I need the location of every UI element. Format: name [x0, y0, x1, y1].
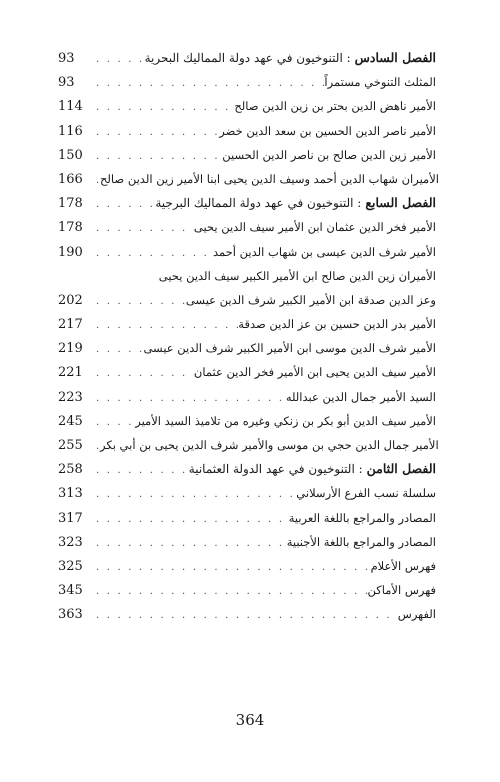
- toc-entry-text: الأمير بدر الدين حسين بن عز الدين صدقة: [238, 317, 436, 332]
- toc-page-number: 255: [58, 438, 83, 453]
- toc-entry-text: الأمير سيف الدين أبو بكر بن زنكي وغيره من تلاميذ السيد الأمير: [135, 413, 436, 428]
- toc-leader-dots: [92, 387, 286, 411]
- toc-entry-title: [324, 70, 436, 94]
- toc-leader-dots: [92, 242, 213, 266]
- toc-page-number: 190: [58, 244, 83, 260]
- toc-entry-row: [58, 433, 439, 457]
- toc-entry-title: [368, 578, 436, 602]
- toc-page-number: 217: [58, 317, 83, 333]
- toc-page-number: 178: [58, 196, 83, 212]
- toc-page-number: 178: [58, 220, 83, 236]
- toc-entry-title: [189, 457, 436, 481]
- toc-entry-row: [58, 336, 436, 360]
- toc-entry-title: [222, 143, 436, 167]
- toc-entry-text: : التنوخيون في عهد دولة المماليك البحرية: [144, 51, 351, 65]
- toc-entry-title: [213, 240, 436, 264]
- toc-page-number: 219: [58, 341, 83, 357]
- toc-entry-row: [58, 554, 436, 578]
- toc-page-number: 258: [58, 462, 83, 478]
- toc-leader-dots: [92, 532, 287, 556]
- toc-page-number: 166: [58, 171, 83, 187]
- toc-entry-row: [58, 602, 436, 626]
- toc-leader-dots: [92, 314, 238, 338]
- toc-entry-title: [238, 312, 436, 336]
- page-number: 364: [235, 711, 265, 729]
- toc-entry-title: [159, 264, 436, 288]
- toc-entry-title: [194, 360, 436, 384]
- toc-leader-dots: [92, 96, 234, 120]
- toc-entry-title: [289, 506, 436, 530]
- toc-page-number: 245: [58, 413, 83, 429]
- toc-entry-text: الأمير شرف الدين موسى ابن الأمير الكبير شرف الدين عيسى: [143, 341, 436, 356]
- toc-page-number: 93: [58, 51, 75, 66]
- toc-entry-text: الأمير ناصر الدين الحسين بن سعد الدين خضر: [219, 123, 436, 138]
- toc-entry-text: سلسلة نسب الفرع الأرسلاني: [296, 486, 436, 501]
- toc-leader-dots: [92, 193, 155, 217]
- toc-leader-dots: [92, 483, 296, 507]
- toc-chapter-heading: الفصل الثامن: [366, 461, 436, 477]
- toc-page-number: 221: [58, 365, 83, 381]
- toc-chapter-heading: الفصل السادس: [354, 50, 436, 65]
- toc-page-number: 116: [58, 123, 83, 139]
- toc-leader-dots: [92, 435, 100, 459]
- toc-page-number: 93: [58, 75, 75, 91]
- toc-leader-dots: [92, 48, 145, 72]
- toc-entry-text: فهرس الأعلام: [370, 558, 436, 573]
- toc-page-number: 150: [58, 147, 83, 163]
- toc-entry-text: وعز الدين صدقة ابن الأمير الكبير شرف الدين عيسى: [185, 292, 436, 307]
- toc-entry-text: السيد الأمير جمال الدين عبدالله: [285, 389, 436, 404]
- toc-entry-row: [58, 385, 436, 409]
- toc-leader-dots: [92, 556, 371, 580]
- toc-leader-dots: [92, 290, 186, 314]
- toc-chapter-heading: الفصل السابع: [365, 195, 436, 211]
- toc-leader-dots: [92, 508, 289, 532]
- toc-entry-text: : التنوخيون في عهد دولة المماليك البرجية: [155, 196, 362, 211]
- toc-entry-text: الأمير فخر الدين عثمان ابن الأمير سيف الدين يحيى: [193, 220, 436, 235]
- toc-entry-row: [58, 240, 436, 264]
- toc-entry-row: [58, 481, 436, 505]
- toc-page-number: 317: [58, 510, 83, 526]
- toc-entry-text: المثلث التنوخي مستمراً: [324, 75, 436, 90]
- toc-entry-row: [58, 530, 436, 554]
- toc-leader-dots: [92, 362, 194, 386]
- toc-leader-dots: [92, 580, 368, 604]
- toc-page-number: 223: [58, 389, 83, 405]
- toc-entry-text: الأميران شهاب الدين أحمد وسيف الدين يحيى ابنا الأمير زين الدين صالح: [100, 171, 439, 186]
- toc-entry-title: [100, 167, 439, 191]
- toc-leader-dots: [92, 145, 222, 169]
- toc-entry-title: [371, 554, 436, 578]
- toc-entry-row: [58, 409, 436, 433]
- toc-page-number: 202: [58, 292, 83, 308]
- toc-leader-dots: [92, 338, 143, 362]
- toc-entry-row: [58, 288, 436, 312]
- toc-entry-text: الأمير شرف الدين عيسى بن شهاب الدين أحمد: [213, 244, 436, 259]
- toc-entry-row: [58, 578, 436, 602]
- toc-entry-row: [58, 119, 436, 143]
- toc-page-number: 114: [58, 99, 83, 115]
- toc-entry-title: [100, 433, 439, 457]
- toc-entry-row: [58, 360, 436, 384]
- toc-entry-row: [58, 70, 436, 94]
- toc-entry-row: [58, 312, 436, 336]
- toc-entry-title: [234, 94, 436, 118]
- toc-entry-title: [155, 191, 436, 215]
- toc-leader-dots: [92, 411, 135, 435]
- toc-entry-text: الأمير زين الدين صالح بن ناصر الدين الحسين: [222, 147, 436, 162]
- toc-entry-text: الأمير ناهض الدين بحتر بن زين الدين صالح: [234, 99, 436, 114]
- toc-entry-title: [286, 385, 436, 409]
- toc-entry-title: [145, 46, 436, 70]
- toc-page-number: 313: [58, 486, 83, 502]
- toc-chapter-row: [58, 457, 436, 481]
- toc-entry-row: [58, 264, 436, 288]
- toc-page-number: 325: [58, 558, 83, 574]
- toc-chapter-row: [58, 191, 436, 215]
- toc-leader-dots: [92, 169, 100, 193]
- toc-entry-row: [58, 167, 439, 191]
- toc-entry-text: فهرس الأماكن: [367, 583, 436, 598]
- toc-page-number: 323: [58, 534, 83, 550]
- toc-entry-title: [186, 288, 436, 312]
- toc-page-number: 345: [58, 583, 83, 599]
- toc-entry-row: [58, 506, 436, 530]
- toc-leader-dots: [92, 72, 324, 96]
- toc-entry-text: الفهرس: [397, 607, 436, 622]
- toc-entry-title: [135, 409, 436, 433]
- toc-entry-row: [58, 94, 436, 118]
- toc-entry-title: [194, 215, 436, 239]
- table-of-contents: [58, 46, 439, 627]
- toc-entry-text: المصادر والمراجع باللغة الأجنبية: [286, 534, 436, 549]
- toc-entry-text: الأمير سيف الدين يحيى ابن الأمير فخر الدين عثمان: [193, 365, 436, 380]
- toc-entry-row: [58, 143, 436, 167]
- toc-entry-title: [143, 336, 436, 360]
- toc-entry-title: [219, 119, 436, 143]
- toc-leader-dots: [92, 217, 194, 241]
- toc-entry-text: الأمير جمال الدين حجي بن موسى والأمير شرف الدين يحيى بن أبي بكر: [100, 438, 439, 452]
- toc-entry-text: الأميران زين الدين صالح ابن الأمير الكبير سيف الدين يحيى: [158, 268, 436, 283]
- toc-entry-title: [287, 530, 436, 554]
- toc-entry-row: [58, 215, 436, 239]
- toc-leader-dots: [92, 121, 219, 145]
- toc-entry-text: : التنوخيون في عهد الدولة العثمانية: [188, 462, 363, 477]
- toc-entry-text: المصادر والمراجع باللغة العربية: [288, 510, 436, 525]
- toc-leader-dots: [92, 459, 189, 483]
- toc-entry-title: [398, 602, 436, 626]
- toc-chapter-row: [58, 46, 436, 70]
- toc-page-number: 363: [58, 607, 83, 623]
- toc-entry-title: [296, 481, 436, 505]
- toc-leader-dots: [92, 604, 398, 628]
